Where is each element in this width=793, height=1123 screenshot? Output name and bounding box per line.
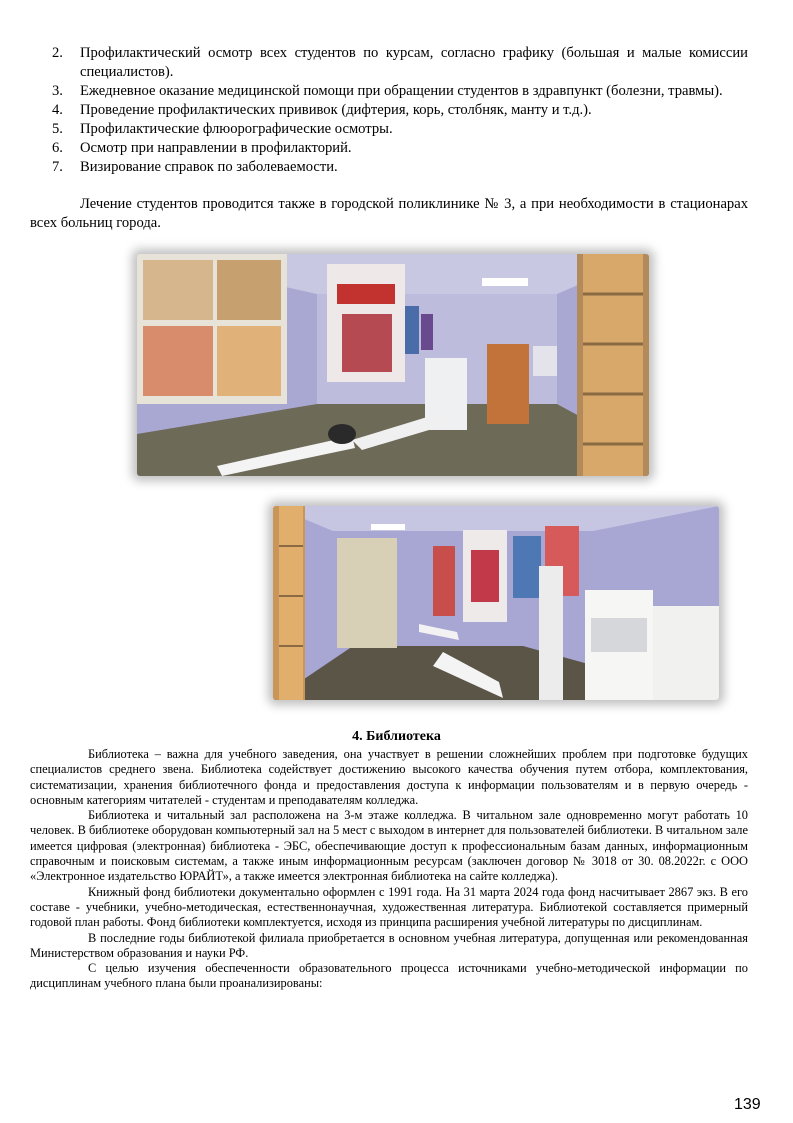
- list-number: 2.: [52, 45, 63, 61]
- list-item: [30, 44, 748, 82]
- room-photo-medical: [137, 254, 649, 476]
- list-text: Осмотр при направлении в профилакторий.: [80, 140, 352, 156]
- list-item: [30, 158, 748, 177]
- section-title: 4. Библиотека: [352, 729, 441, 744]
- list-item: [30, 101, 748, 120]
- list-text: Визирование справок по заболеваемости.: [80, 159, 338, 175]
- numbered-list: [30, 44, 748, 177]
- page-number: 139: [734, 1096, 761, 1113]
- list-item: [30, 120, 748, 139]
- list-item: [30, 82, 748, 101]
- list-number: 3.: [52, 83, 63, 99]
- section-paragraph: Библиотека – важна для учебного заведения, она участвует в решении сложнейших проблем при подготовке будущих специалистов среднего звена. Библиотека содействует достижению высокого качества обучения путем отбора, комплектования, систематизации, хранения библиотечного фонда и предоставления доступа к информации пользователям и в первую очередь - основным категориям читателей - студентам и преподавателям колледжа.: [30, 747, 748, 807]
- room-photo-library: [273, 506, 719, 700]
- section-paragraph: С целью изучения обеспеченности образовательного процесса источниками учебно-методической информации по дисциплинам учебного плана были проанализированы:: [30, 961, 748, 991]
- section-paragraph: Библиотека и читальный зал расположена на 3-м этаже колледжа. В читальном зале одновременно могут работать 10 человек. В библиотеке оборудован компьютерный зал на 5 мест с выходом в интернет для пользователей библиотеки. В читальном зале имеется цифровая (электронная) библиотека - ЭБС, обеспечивающие доступ к профессиональным базам данных, информационным справочным и поисковым системам, а также иным информационным ресурсам (заключен договор № 3018 от 30. 08.2022г. с ООО «Электронное издательство ЮРАЙТ», а также имеется электронная библиотека на сайте колледжа).: [30, 808, 748, 884]
- section-paragraph: Книжный фонд библиотеки документально оформлен с 1991 года. На 31 марта 2024 года фонд насчитывает 2867 экз. В его составе - учебники, учебно-методическая, естественнонаучная, художественная литература. Библиотекой составляется примерный годовой план работы. Фонд библиотеки комплектуется, исходя из принципа расширения учебной литературы по дисциплинам.: [30, 884, 748, 930]
- section-body: [30, 747, 748, 992]
- list-number: 7.: [52, 159, 63, 175]
- list-text: Профилактический осмотр всех студентов по курсам, согласно графику (большая и малые комиссии специалистов).: [80, 45, 748, 80]
- list-item: [30, 139, 748, 158]
- list-text: Профилактические флюорографические осмотры.: [80, 121, 393, 137]
- treatment-paragraph: Лечение студентов проводится также в городской поликлинике № 3, а при необходимости в стационарах всех больниц города.: [30, 196, 748, 231]
- list-number: 4.: [52, 102, 63, 118]
- list-number: 5.: [52, 121, 63, 137]
- section-paragraph: В последние годы библиотекой филиала приобретается в основном учебная литература, допущенная или рекомендованная Министерством образования и науки РФ.: [30, 930, 748, 960]
- list-text: Проведение профилактических прививок (дифтерия, корь, столбняк, манту и т.д.).: [80, 102, 592, 118]
- list-text: Ежедневное оказание медицинской помощи при обращении студентов в здравпункт (болезни, травмы).: [80, 83, 723, 99]
- list-number: 6.: [52, 140, 63, 156]
